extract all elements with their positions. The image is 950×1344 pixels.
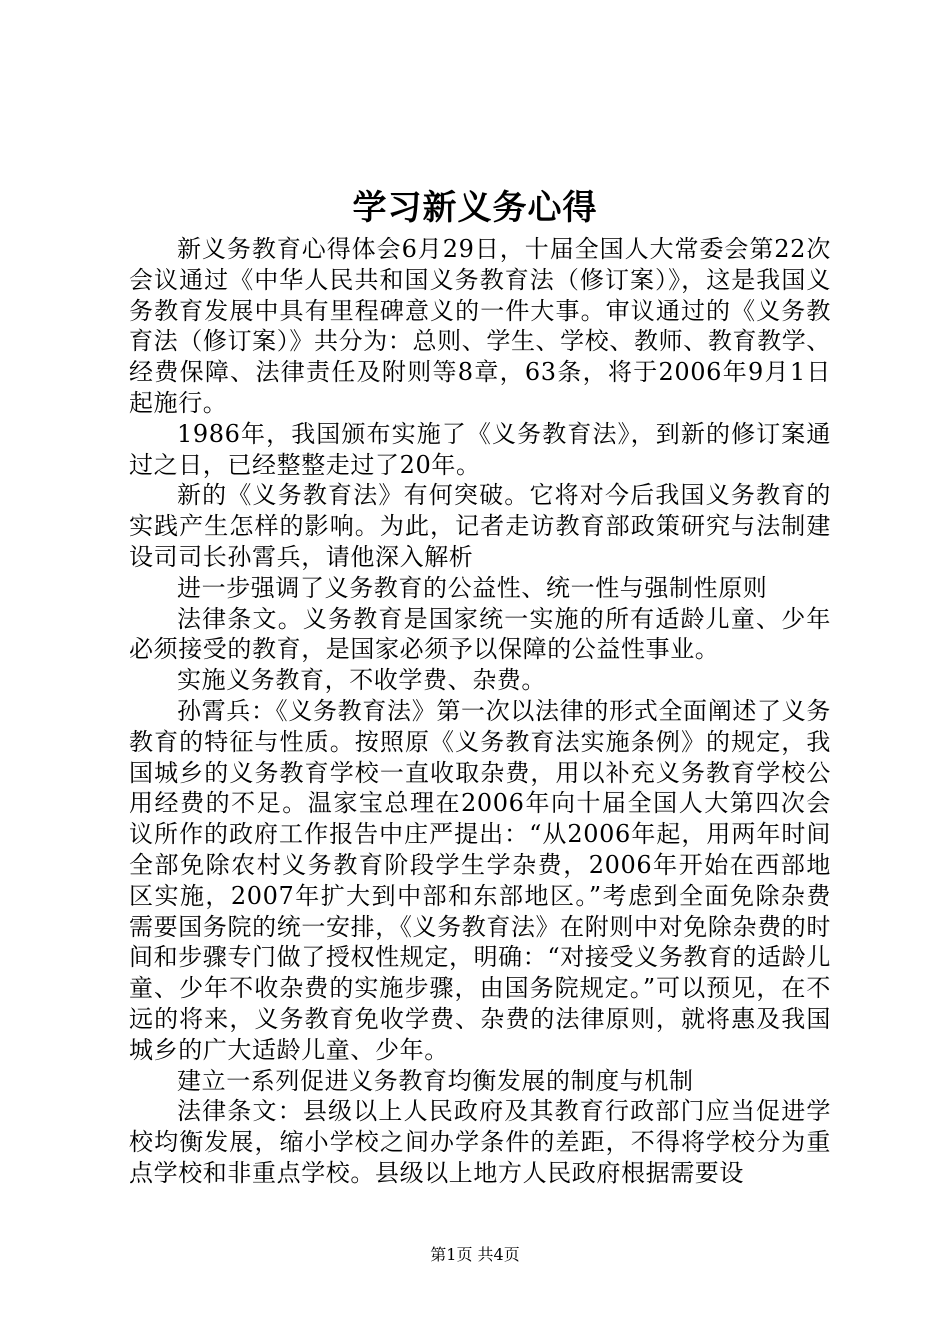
paragraph-4: 法律条文。义务教育是国家统一实施的所有适龄儿童、少年必须接受的教育，是国家必须予以保障的公益性事业。 bbox=[129, 604, 831, 664]
paragraph-1: 新义务教育心得体会6月29日，十届全国人大常委会第22次会议通过《中华人民共和国义务教育法（修订案）》，这是我国义务教育发展中具有里程碑意义的一件大事。审议通过的《义务教育法（修订案）》共分为：总则、学生、学校、教师、教育教学、经费保障、法律责任及附则等8章，63条，将于2006年9月1日起施行。 bbox=[129, 235, 831, 417]
paragraph-2: 1986年，我国颁布实施了《义务教育法》，到新的修订案通过之日，已经整整走过了20年。 bbox=[129, 419, 831, 479]
page-footer: 第1页 共4页 bbox=[430, 1245, 520, 1264]
paragraph-3: 新的《义务教育法》有何突破。它将对今后我国义务教育的实践产生怎样的影响。为此，记者走访教育部政策研究与法制建设司司长孙霄兵，请他深入解析 bbox=[129, 481, 831, 571]
paragraph-6: 孙霄兵：《义务教育法》第一次以法律的形式全面阐述了义务教育的特征与性质。按照原《义务教育法实施条例》的规定，我国城乡的义务教育学校一直收取杂费，用以补充义务教育学校公用经费的不足。温家宝总理在2006年向十届全国人大第四次会议所作的政府工作报告中庄严提出：“从2006年起，用两年时间全部免除农村义务教育阶段学生学杂费，2006年开始在西部地区实施，2007年扩大到中部和东部地区。”考虑到全面免除杂费需要国务院的统一安排，《义务教育法》在附则中对免除杂费的时间和步骤专门做了授权性规定，明确：“对接受义务教育的适龄儿童、少年不收杂费的实施步骤，由国务院规定。”可以预见，在不远的将来，义务教育免收学费、杂费的法律原则，就将惠及我国城乡的广大适龄儿童、少年。 bbox=[129, 696, 831, 1064]
paragraph-7: 法律条文：县级以上人民政府及其教育行政部门应当促进学校均衡发展，缩小学校之间办学条件的差距，不得将学校分为重点学校和非重点学校。县级以上地方人民政府根据需要设 bbox=[129, 1097, 831, 1187]
section-heading-1: 进一步强调了义务教育的公益性、统一性与强制性原则 bbox=[177, 573, 768, 602]
paragraph-5: 实施义务教育，不收学费、杂费。 bbox=[177, 666, 546, 695]
section-heading-2: 建立一系列促进义务教育均衡发展的制度与机制 bbox=[177, 1066, 694, 1095]
document-title: 学习新义务心得 bbox=[352, 188, 598, 228]
document-body bbox=[129, 234, 831, 1189]
